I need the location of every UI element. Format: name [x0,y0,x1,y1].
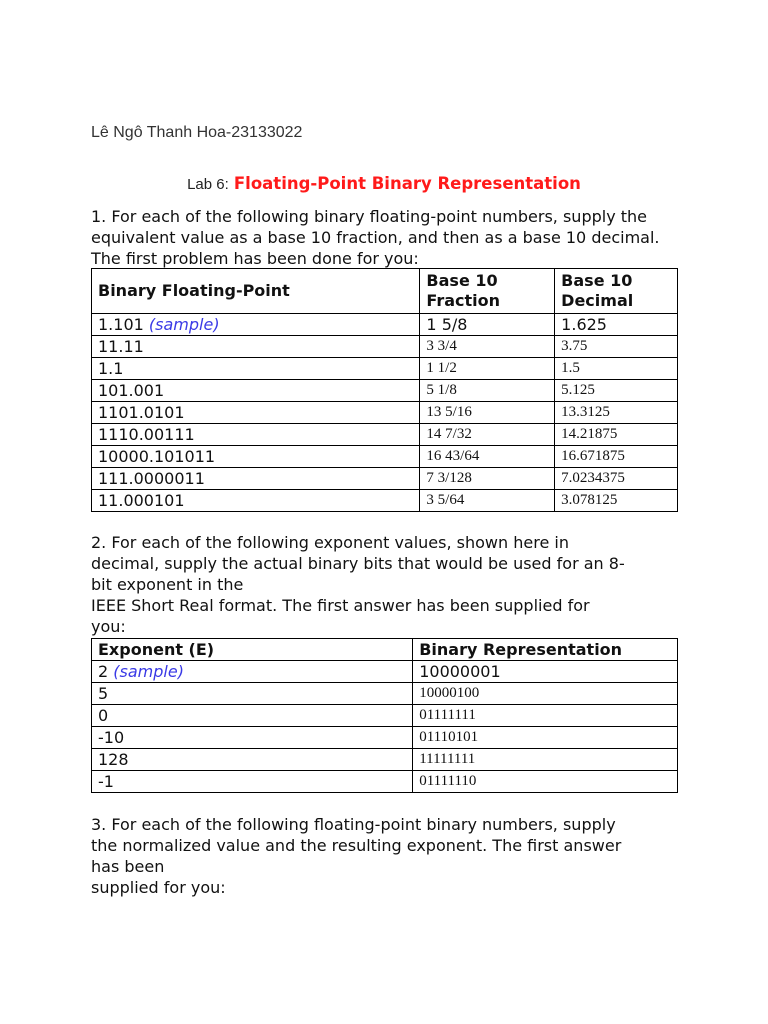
exponent-cell: -10 [92,727,413,749]
decimal-cell: 5.125 [555,380,678,402]
binary-cell: 01111110 [413,771,678,793]
binary-cell: 1.1 [92,358,420,380]
question-2-line: bit exponent in the [91,575,244,594]
author-line: Lê Ngô Thanh Hoa-23133022 [91,124,303,141]
decimal-cell: 3.75 [555,336,678,358]
decimal-cell: 7.0234375 [555,468,678,490]
sample-binary-value: 1.101 [98,315,144,334]
binary-cell: 01111111 [413,705,678,727]
decimal-cell: 3.078125 [555,490,678,512]
header-base10-fraction: Base 10 Fraction [420,269,555,314]
table-header-row [92,269,678,314]
lab-title [0,174,768,193]
question-3-line: the normalized value and the resulting exponent. The first answer [91,836,622,855]
table-row [92,705,678,727]
question-3-line: 3. For each of the following floating-point binary numbers, supply [91,815,616,834]
question-3-text [91,814,691,898]
table-row [92,683,678,705]
sample-label: (sample) [148,315,220,334]
table-row [92,336,678,358]
binary-cell: 11.000101 [92,490,420,512]
table-row [92,446,678,468]
question-2-line: you: [91,617,126,636]
decimal-cell: 13.3125 [555,402,678,424]
sample-label: (sample) [113,662,184,681]
table-header-row [92,639,678,661]
table-row [92,749,678,771]
question-2-line: 2. For each of the following exponent values, shown here in [91,533,569,552]
header-binary-representation: Binary Representation [413,639,678,661]
table-row-sample [92,661,678,683]
question-3-line: supplied for you: [91,878,226,897]
table-row [92,771,678,793]
table-row [92,424,678,446]
question-2-line: IEEE Short Real format. The first answer has been supplied for [91,596,590,615]
lab-heading: Floating-Point Binary Representation [233,174,581,193]
sample-fraction-cell: 1 5/8 [420,314,555,336]
fraction-cell: 1 1/2 [420,358,555,380]
table-row [92,727,678,749]
table-row [92,402,678,424]
lab-prefix: Lab 6: [187,176,229,193]
fraction-cell: 7 3/128 [420,468,555,490]
sample-exponent-cell [92,661,413,683]
question-3-line: has been [91,857,165,876]
header-exponent: Exponent (E) [92,639,413,661]
table-body [92,336,678,512]
table-body [92,683,678,793]
binary-fraction-table [91,268,678,512]
binary-cell: 10000.101011 [92,446,420,468]
sample-exponent-value: 2 [98,662,109,681]
binary-cell: 10000100 [413,683,678,705]
sample-decimal-cell: 1.625 [555,314,678,336]
exponent-cell: 0 [92,705,413,727]
sample-binary-cell [92,314,420,336]
fraction-cell: 3 5/64 [420,490,555,512]
fraction-cell: 16 43/64 [420,446,555,468]
exponent-cell: 128 [92,749,413,771]
fraction-cell: 5 1/8 [420,380,555,402]
binary-cell: 1110.00111 [92,424,420,446]
binary-cell: 1101.0101 [92,402,420,424]
exponent-cell: -1 [92,771,413,793]
binary-cell: 101.001 [92,380,420,402]
decimal-cell: 1.5 [555,358,678,380]
fraction-cell: 3 3/4 [420,336,555,358]
sample-binary-cell: 10000001 [413,661,678,683]
question-2-line: decimal, supply the actual binary bits that would be used for an 8- [91,554,625,573]
fraction-cell: 13 5/16 [420,402,555,424]
header-binary-floating-point: Binary Floating-Point [92,269,420,314]
exponent-cell: 5 [92,683,413,705]
table-row [92,468,678,490]
table-row [92,358,678,380]
decimal-cell: 14.21875 [555,424,678,446]
binary-cell: 01110101 [413,727,678,749]
question-1-text: 1. For each of the following binary floating-point numbers, supply the equivalent value as a base 10 fraction, and then as a base 10 decimal. The first problem has been done for you: [91,207,660,268]
exponent-table [91,638,678,793]
header-base10-decimal: Base 10 Decimal [555,269,678,314]
fraction-cell: 14 7/32 [420,424,555,446]
binary-cell: 111.0000011 [92,468,420,490]
binary-cell: 11111111 [413,749,678,771]
question-2-text [91,532,691,637]
table-row-sample [92,314,678,336]
table-row [92,380,678,402]
binary-cell: 11.11 [92,336,420,358]
decimal-cell: 16.671875 [555,446,678,468]
table-row [92,490,678,512]
